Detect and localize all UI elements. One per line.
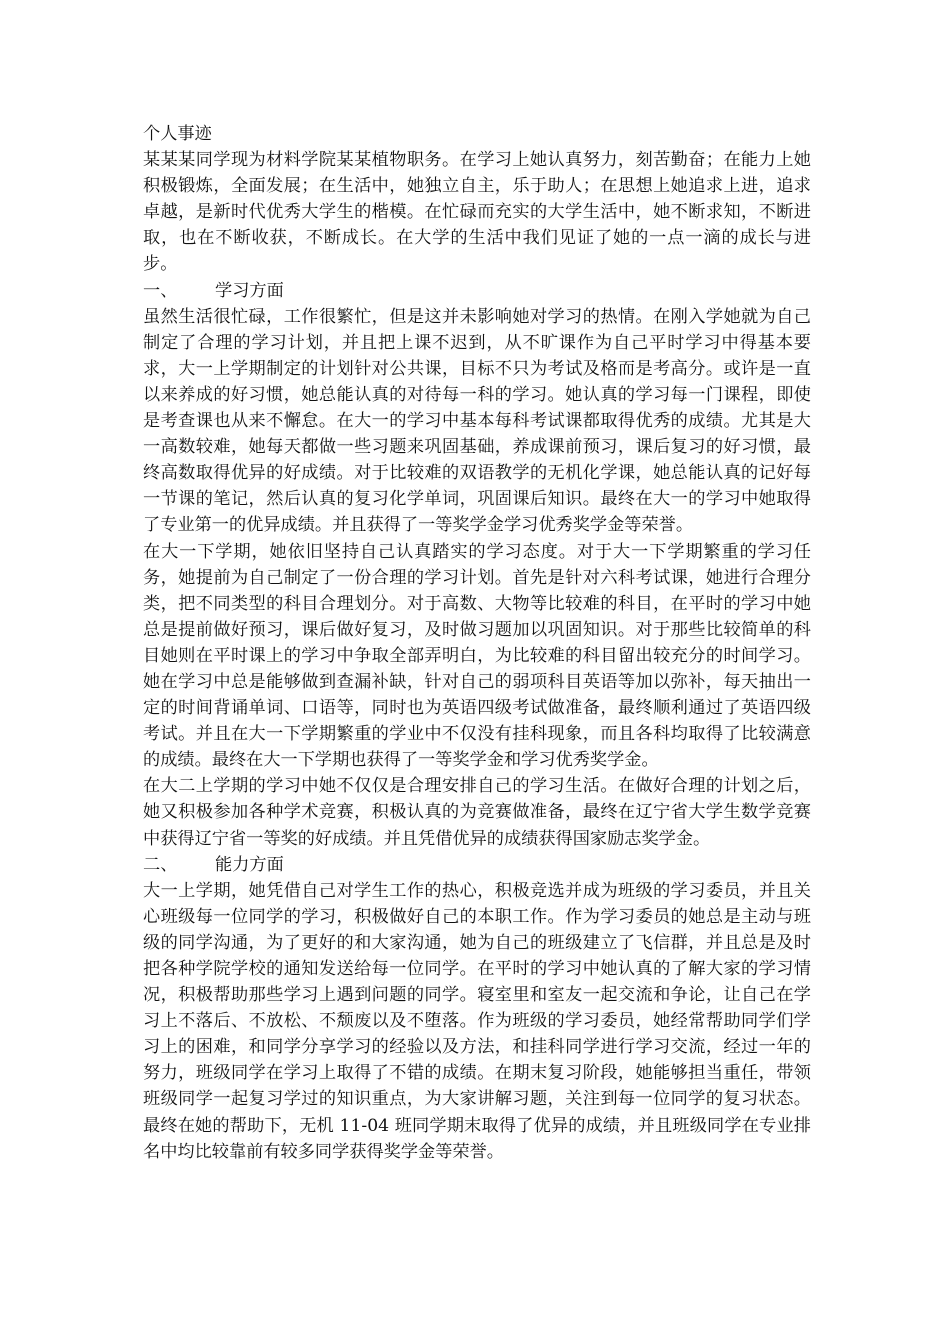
section-title: 能力方面 (215, 854, 284, 875)
document-title: 个人事迹 (143, 124, 212, 144)
study-paragraph-3: 在大二上学期的学习中她不仅仅是合理安排自己的学习生活。在做好合理的计划之后，她又积极参加各种学术竞赛，积极认真的为竞赛做准备，最终在辽宁省大学生数学竞赛中获得辽宁省一等奖的好成绩。并且凭借优异的成绩获得国家励志奖学金。 (143, 776, 811, 849)
study-paragraph-2: 在大一下学期，她依旧坚持自己认真踏实的学习态度。对于大一下学期繁重的学习任务，她提前为自己制定了一份合理的学习计划。首先是针对六科考试课，她进行合理分类，把不同类型的科目合理划分。对于高数、大物等比较难的科目，在平时的学习中她总是提前做好预习，课后做好复习，及时做习题加以巩固知识。对于那些比较简单的科目她则在平时课上的学习中争取全部弄明白，为比较难的科目留出较充分的时间学习。她在学习中总是能够做到查漏补缺，针对自己的弱项科目英语等加以弥补，每天抽出一定的时间背诵单词、口语等，同时也为英语四级考试做准备，最终顺利通过了英语四级考试。并且在大一下学期繁重的学业中不仅没有挂科现象，而且各科均取得了比较满意的成绩。最终在大一下学期也获得了一等奖学金和学习优秀奖学金。 (143, 541, 811, 771)
section-heading-study (143, 278, 811, 304)
intro-paragraph: 某某某同学现为材料学院某某植物职务。在学习上她认真努力，刻苦勤奋；在能力上她积极锻炼，全面发展；在生活中，她独立自主，乐于助人；在思想上她追求上进，追求卓越，是新时代优秀大学生的楷模。在忙碌而充实的大学生活中，她不断求知，不断进取，也在不断收获，不断成长。在大学的生活中我们见证了她的一点一滴的成长与进步。 (143, 150, 811, 275)
study-paragraph-1: 虽然生活很忙碌，工作很繁忙，但是这并未影响她对学习的热情。在刚入学她就为自己制定了合理的学习计划，并且把上课不迟到，从不旷课作为自己平时学习中得基本要求，大一上学期制定的计划针对公共课，目标不只为考试及格而是考高分。或许是一直以来养成的好习惯，她总能认真的对待每一科的学习。她认真的学习每一门课程，即使是考查课也从来不懈怠。在大一的学习中基本每科考试课都取得优秀的成绩。尤其是大一高数较难，她每天都做一些习题来巩固基础，养成课前预习，课后复习的好习惯，最终高数取得优异的好成绩。对于比较难的双语教学的无机化学课，她总能认真的记好每一节课的笔记，然后认真的复习化学单词，巩固课后知识。最终在大一的学习中她取得了专业第一的优异成绩。并且获得了一等奖学金学习优秀奖学金等荣誉。 (143, 306, 811, 536)
document-page (143, 121, 811, 1165)
section-number: 二、 (143, 854, 178, 875)
ability-paragraph-1: 大一上学期，她凭借自己对学生工作的热心，积极竞选并成为班级的学习委员，并且关心班级每一位同学的学习，积极做好自己的本职工作。作为学习委员的她总是主动与班级的同学沟通，为了更好的和大家沟通，她为自己的班级建立了飞信群，并且总是及时把各种学院学校的通知发送给每一位同学。在平时的学习中她认真的了解大家的学习情况，积极帮助那些学习上遇到问题的同学。寝室里和室友一起交流和争论，让自己在学习上不落后、不放松、不颓废以及不堕落。作为班级的学习委员，她经常帮助同学们学习上的困难，和同学分享学习的经验以及方法，和挂科同学进行学习交流，经过一年的努力，班级同学在学习上取得了不错的成绩。在期末复习阶段，她能够担当重任，带领班级同学一起复习学过的知识重点，为大家讲解习题，关注到每一位同学的复习状态。最终在她的帮助下，无机 11-04 班同学期末取得了优异的成绩，并且班级同学在专业排名中均比较靠前有较多同学获得奖学金等荣誉。 (143, 880, 811, 1162)
section-heading-ability (143, 852, 811, 878)
section-number: 一、 (143, 280, 178, 301)
section-title: 学习方面 (215, 280, 284, 301)
